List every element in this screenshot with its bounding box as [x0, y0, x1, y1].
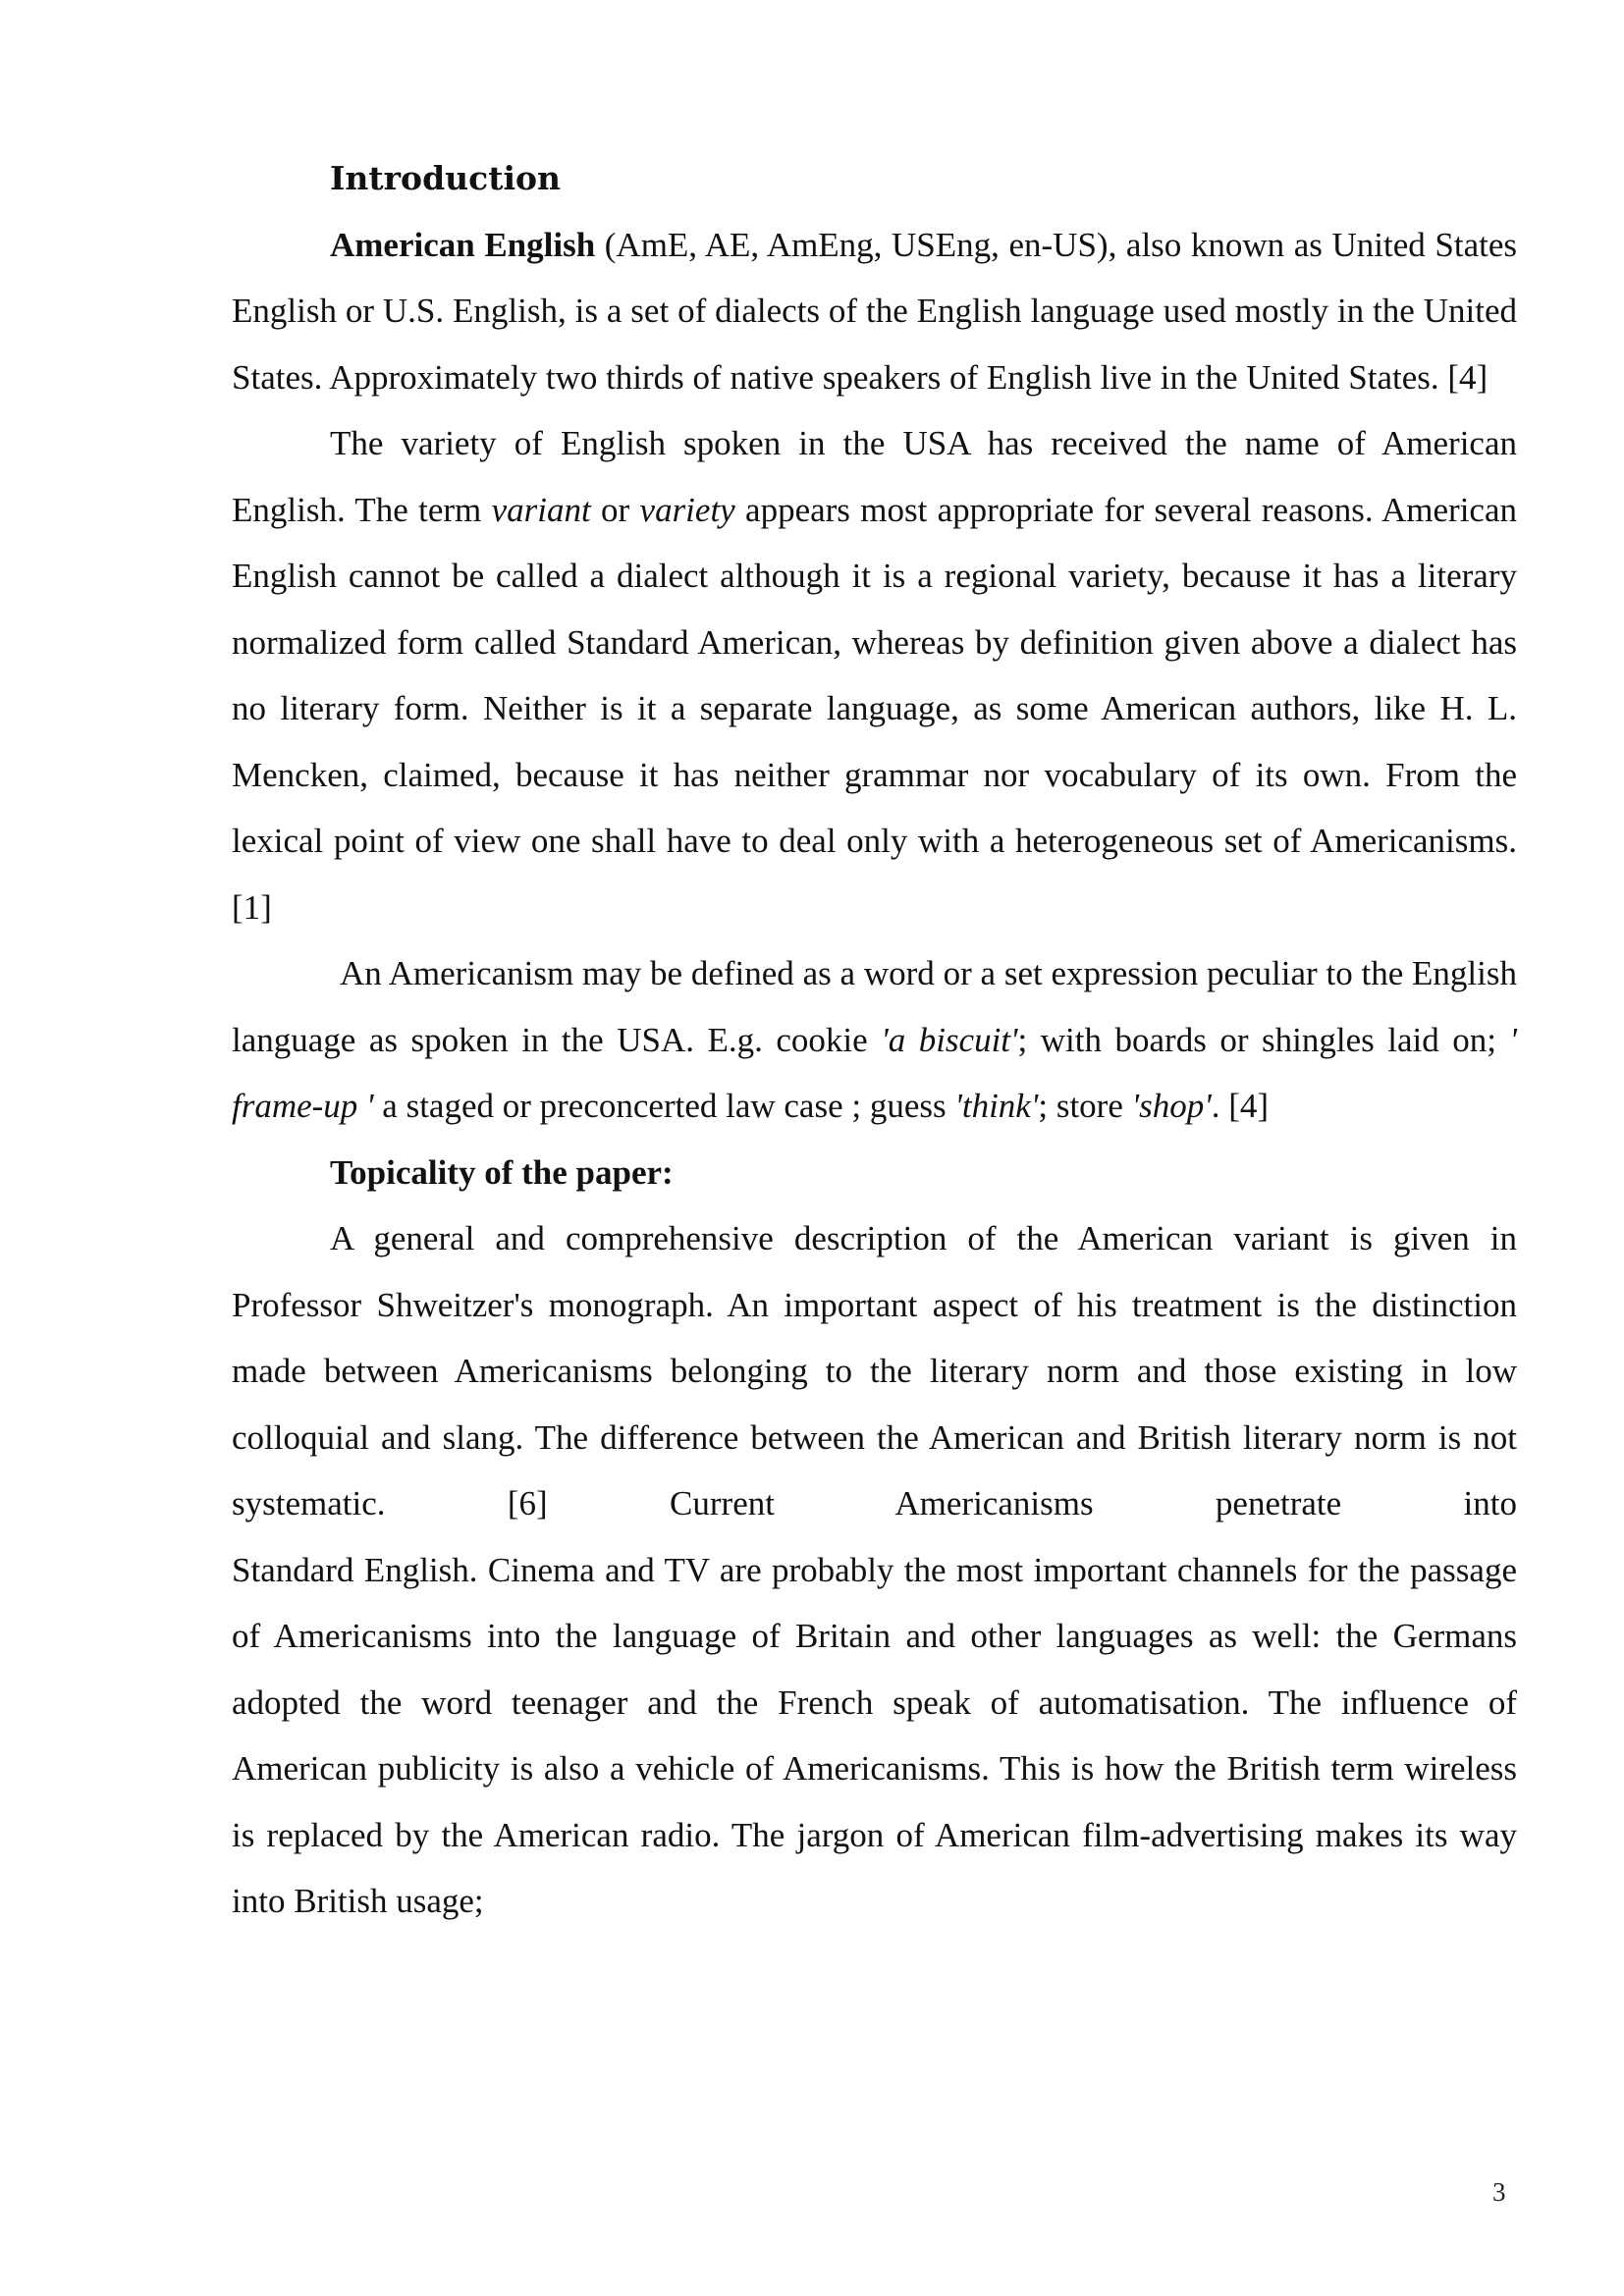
italic-term: 'a biscuit' — [881, 1020, 1018, 1059]
paragraph-topicality-part-1: A general and comprehensive description of the American variant is given in Professor Shweitzer's monograph. An important aspect of his treatment is the distinction made between Americanisms belonging to the literary norm and those existing in low colloquial and slang. The difference between the American and British literary norm is not systematic. [6] Current Americanisms penetrate into — [232, 1219, 1517, 1522]
document-page — [232, 145, 1517, 1935]
heading-introduction: Introduction — [330, 159, 562, 197]
paragraph-topicality-part-2: Standard English. Cinema and TV are probably the most important channels for the passage of Americanisms into the language of Britain and other languages as well: the Germans adopted the word teenager and the French speak of automatisation. The influence of American publicity is also a vehicle of Americanisms. This is how the British term wireless is replaced by the American radio. The jargon of American film-advertising makes its way into British usage; — [232, 1550, 1517, 1920]
italic-term: variant — [491, 490, 591, 529]
italic-term: variety — [639, 490, 735, 529]
italic-term: ' frame-up ' — [232, 1020, 1517, 1125]
paragraph-american-english-definition: American English (AmE, AE, AmEng, USEng, en-US), also known as United States English or U.S. English, is a set of dialects of the English language used mostly in the United States. Approximately two thirds of native speakers of English live in the United States. [4] — [232, 225, 1517, 397]
italic-term: 'shop' — [1131, 1087, 1212, 1125]
bold-term: American English — [330, 225, 596, 264]
italic-term: 'think' — [954, 1087, 1039, 1125]
paragraph-variety-of-english: The variety of English spoken in the USA has received the name of American English. The term variant or variety appears most appropriate for several reasons. American English cannot be called a dialect although it is a regional variety, because it has a literary normalized form called Standard American, whereas by definition given above a dialect has no literary form. Neither is it a separate language, as some American authors, like H. L. Mencken, claimed, because it has neither grammar nor vocabulary of its own. From the lexical point of view one shall have to deal only with a heterogeneous set of Americanisms. [1] — [232, 424, 1518, 927]
page-number: 3 — [1492, 2177, 1506, 2207]
paragraph-americanism-definition: An Americanism may be defined as a word or a set expression peculiar to the English language as spoken in the USA. E.g. cookie 'a biscuit'; with boards or shingles laid on; ' frame-up ' a staged or preconcerted law case ; guess 'think'; store 'shop'. [4] — [232, 954, 1517, 1125]
heading-topicality: Topicality of the paper: — [330, 1152, 674, 1192]
